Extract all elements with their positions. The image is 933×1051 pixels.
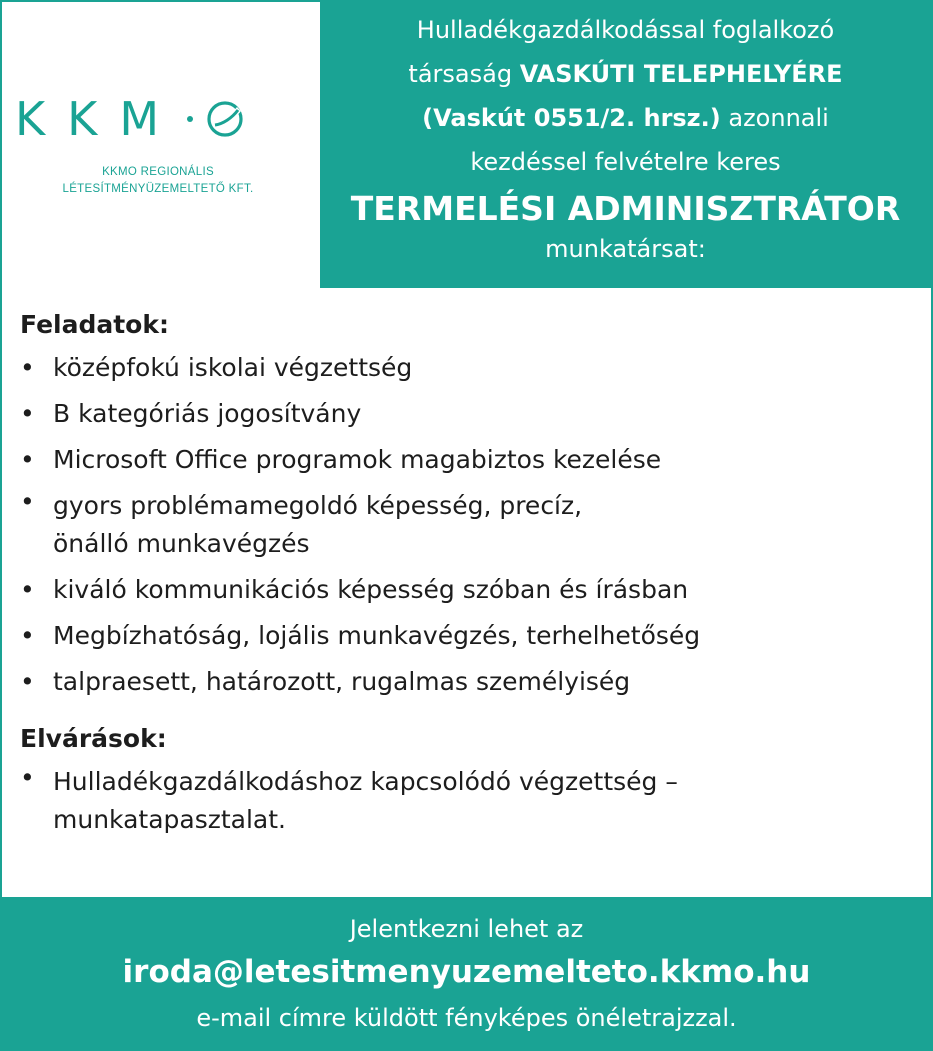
bullet-icon: • xyxy=(20,667,35,696)
list-item-text: Megbízhatóság, lojális munkavégzés, terhelhetőség xyxy=(53,621,701,650)
company-name xyxy=(2,164,314,198)
header-banner xyxy=(320,2,931,288)
list-item xyxy=(20,759,920,843)
job-title: TERMELÉSI ADMINISZTRÁTOR xyxy=(350,189,901,228)
header-line3-suffix: azonnali xyxy=(720,104,829,132)
list-item-text: középfokú iskolai végzettség xyxy=(53,353,413,382)
footer-line1: Jelentkezni lehet az xyxy=(349,915,584,943)
list-item-text: gyors problémamegoldó képesség, precíz, önálló munkavégzés xyxy=(53,491,583,558)
list-item-text: B kategóriás jogosítvány xyxy=(53,399,362,428)
kkmo-circle-logo-icon xyxy=(205,99,245,139)
list-item-text: kiváló kommunikációs képesség szóban és írásban xyxy=(53,575,689,604)
footer-banner xyxy=(2,897,931,1049)
header-line4: kezdéssel felvételre keres xyxy=(470,148,781,176)
list-item xyxy=(20,345,920,391)
header-line2 xyxy=(320,52,931,96)
list-item xyxy=(20,483,920,567)
list-item xyxy=(20,567,920,613)
list-item-text: Microsoft Office programok magabiztos kezelése xyxy=(53,445,662,474)
contact-email[interactable]: iroda@letesitmenyuzemelteto.kkmo.hu xyxy=(122,954,811,990)
header-line2-prefix: társaság xyxy=(408,60,520,88)
header-tail: munkatársat: xyxy=(545,235,706,263)
ad-body xyxy=(20,305,920,843)
list-item xyxy=(20,437,920,483)
list-item xyxy=(20,659,920,705)
list-item xyxy=(20,391,920,437)
bullet-icon: • xyxy=(20,353,35,382)
section-title-tasks: Feladatok: xyxy=(20,310,169,339)
header-line1: Hulladékgazdálkodással foglalkozó xyxy=(416,16,835,44)
company-name-line1: KKMO REGIONÁLIS xyxy=(102,166,214,178)
company-name-line2: LÉTESÍTMÉNYÜZEMELTETŐ KFT. xyxy=(62,183,254,195)
bullet-icon: • xyxy=(20,445,35,474)
list-item xyxy=(20,613,920,659)
logo-area xyxy=(2,2,320,288)
site-address: (Vaskút 0551/2. hrsz.) xyxy=(422,104,721,132)
header-line3 xyxy=(320,96,931,140)
list-item-text: talpraesett, határozott, rugalmas személyiség xyxy=(53,667,631,696)
bullet-icon: • xyxy=(20,575,35,604)
kkmo-logo xyxy=(15,92,245,146)
logo-dot xyxy=(187,116,193,122)
task-list xyxy=(20,345,920,705)
logo-letters: KKM xyxy=(15,92,182,146)
section-title-requirements: Elvárások: xyxy=(20,724,167,753)
footer-line3: e-mail címre küldött fényképes önéletrajzzal. xyxy=(196,1004,737,1032)
bullet-icon: • xyxy=(20,763,35,792)
bullet-icon: • xyxy=(20,487,35,516)
bullet-icon: • xyxy=(20,621,35,650)
list-item-text: Hulladékgazdálkodáshoz kapcsolódó végzettség – munkatapasztalat. xyxy=(53,767,678,834)
bullet-icon: • xyxy=(20,399,35,428)
requirement-list xyxy=(20,759,920,843)
site-name: VASKÚTI TELEPHELYÉRE xyxy=(519,60,843,88)
